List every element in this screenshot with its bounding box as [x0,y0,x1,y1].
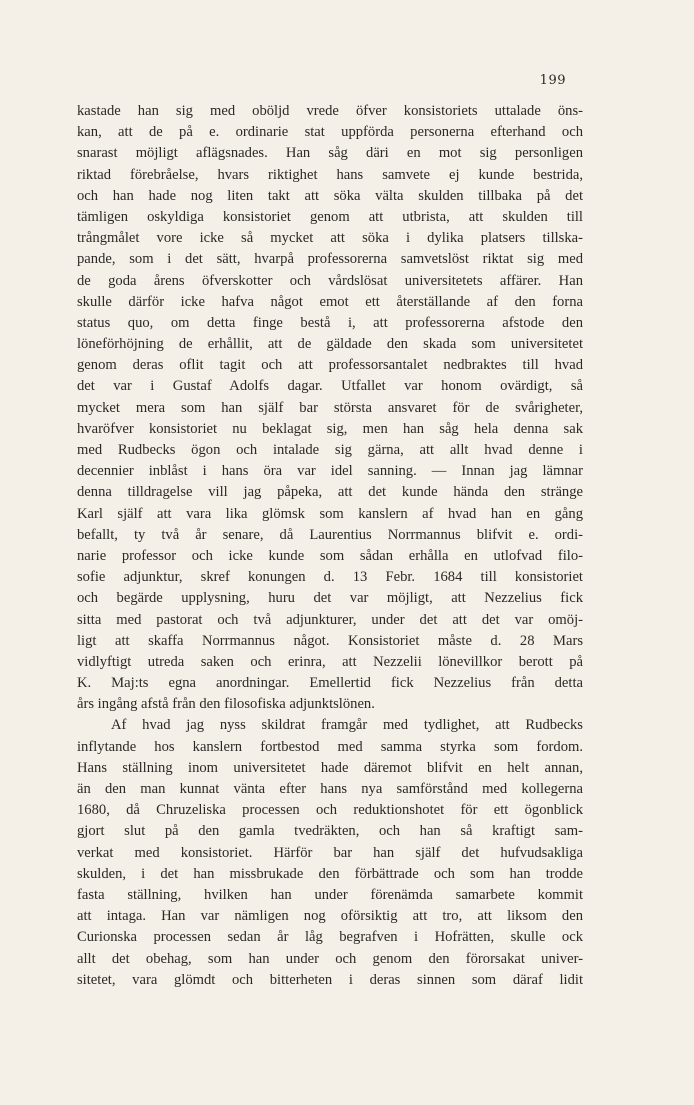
text-line: snarast möjligt aflägsnades. Han såg däri en mot sig personligen [77,145,583,162]
text-line: riktad förebråelse, hvars riktighet hans samvete ej kunde bestrida, [77,166,583,183]
text-line: befallt, ty två år senare, då Laurentius Norrmannus blifvit e. ordi- [77,526,583,543]
text-line: sofie adjunktur, skref konungen d. 13 Febr. 1684 till konsistoriet [77,569,583,586]
page-number: 199 [539,73,566,88]
text-line: än den man kunnat vänta efter hans nya samförstånd med kollegerna [77,781,583,797]
text-line: genom deras oflit tagit och att professorsantalet nedbraktes till hvad [77,357,583,374]
text-line: och begärde upplysning, huru det var möjligt, att Nezzelius fick [77,590,583,607]
text-line: decennier inblåst i hans öra var idel sanning. — Innan jag lämnar [77,463,583,480]
text-line: sitta med pastorat och två adjunkturer, under det att det var omöj- [77,611,583,628]
text-line: att intaga. Han var nämligen nog oförsiktig att tro, att liksom den [77,908,583,925]
text-line: ligt att skaffa Norrmannus något. Konsistoriet måste d. 28 Mars [77,632,583,649]
text-line: med Rudbecks ögon och intalade sig gärna, att allt hvad denne i [77,442,583,458]
text-line: verkat med konsistoriet. Härför bar han själf det hufvudsakliga [77,844,583,861]
text-line: vidlyftigt utreda saken och erinra, att Nezzelii lönevillkor berott på [77,653,583,670]
text-line: hvaröfver konsistoriet nu beklagat sig, men han såg hela denna sak [77,420,583,437]
text-line: Hans ställning inom universitetet hade däremot blifvit en helt annan, [77,759,583,776]
body-text [77,101,583,991]
text-line: skulle därför icke hafva något emot ett återställande af den forna [77,293,583,310]
text-line: K. Maj:ts egna anordningar. Emellertid fick Nezzelius från detta [77,675,583,692]
text-line: 1680, då Chruzeliska processen och reduktionshotet för ett ögonblick [77,802,583,819]
text-line: inflytande hos kanslern fortbestod med samma styrka som fordom. [77,738,583,755]
text-line: Karl själf att vara lika glömsk som kanslern af hvad han en gång [77,505,583,522]
text-line: års ingång afstå från den filosofiska adjunktslönen. [77,696,375,713]
text-line: allt det obehag, som han under och genom den förorsakat univer- [77,950,583,967]
text-line: trångmålet vore icke så mycket att söka i dylika platsers tillska- [77,230,583,247]
text-line: Af hvad jag nyss skildrat framgår med tydlighet, att Rudbecks [111,717,583,734]
text-line: gjort slut på den gamla tvedräkten, och han så kraftigt sam- [77,823,583,840]
text-line: skulden, i det han missbrukade den förbättrade och som han trodde [77,865,583,882]
text-line: tämligen oskyldiga konsistoriet genom att utbrista, att skulden till [77,208,583,225]
text-line: kastade han sig med oböljd vrede öfver konsistoriets uttalade öns- [77,103,583,119]
text-line: Curionska processen sedan år låg begrafven i Hofrätten, skulle ock [77,929,583,946]
text-line: sitetet, vara glömdt och bitterheten i deras sinnen som däraf lidit [77,971,583,988]
text-line: de goda årens öfverskotter och vårdslösat universitetets affärer. Han [77,272,583,289]
text-line: pande, som i det sätt, hvarpå professorerna samvetslöst riktat sig med [77,251,583,268]
text-line: narie professor och icke kunde som sådan erhålla en utlofvad filo- [77,547,583,564]
text-line: och han hade nog liten takt att söka välta skulden tillbaka på det [77,187,583,204]
text-line: det var i Gustaf Adolfs dagar. Utfallet var honom ovärdigt, så [77,378,583,395]
text-line: mycket mera som han själf bar största ansvaret för de svårigheter, [77,399,583,416]
text-line: kan, att de på e. ordinarie stat uppförda personerna efterhand och [77,124,583,141]
text-line: löneförhöjning de erhållit, att de gäldade den skada som universitetet [77,336,583,353]
text-line: fasta ställning, hvilken han under förenämda samarbete kommit [77,886,583,903]
text-line: denna tilldragelse vill jag påpeka, att det kunde hända den stränge [77,484,583,501]
text-line: status quo, om detta finge bestå i, att professorerna afstode den [77,314,583,331]
